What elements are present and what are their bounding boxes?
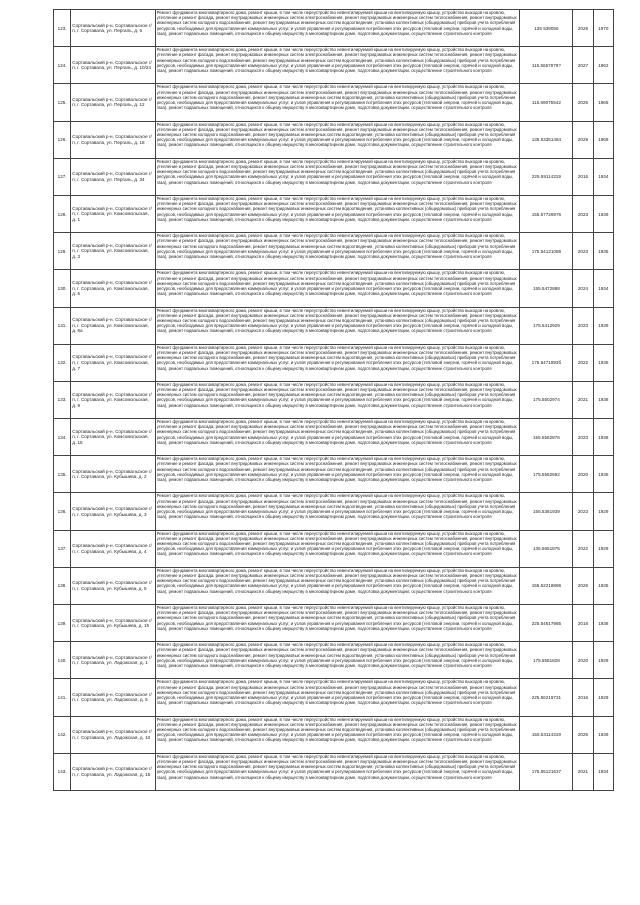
row-number-cell: 142. [54,716,71,753]
planned-year-cell: 2016 [573,158,593,195]
construction-year-cell: 1939 [593,307,613,344]
address-cell: Сортавальский р-н, Сортавальское г/п, г. Сортавала, ул. Комсомольская, д. 5 [71,270,155,307]
row-number-cell: 135. [54,456,71,493]
works-description-text: Ремонт фундамента многоквартирного дома, ремонт крыши, в том числе переустройство невентилируемой крыши на вентилируемую крышу, устройство выходов на кровлю, утепление и ремонт фасада, ремонт внутридомовых инженерных систем электроснабжения, ремонт внутридомовых инженерных систем теплоснабжения, ремонт внутридомовых инженерных систем холодного водоснабжения, ремонт внутридомовых инженерных систем водоотведения, установка коллективных (общедомовых) приборов учета потребления ресурсов, необходимых для предоставления коммунальных услуг, и узлов управления и регулирования потребления этих ресурсов (тепловой энергии, горячей и холодной воды, газа), ремонт подвальных помещений, относящихся к общему имуществу в многоквартирном доме, подготовка документации, осуществление строительного контроля [156,605,517,631]
row-number-cell: 124. [54,47,71,84]
table-row [54,530,614,567]
address-cell: Сортавальский р-н, Сортавальское г/п, г. Сортавала, ул. Пергаль, д. 10/24 [71,47,155,84]
works-description-text: Ремонт фундамента многоквартирного дома, ремонт крыши, в том числе переустройство невентилируемой крыши на вентилируемую крышу, устройство выходов на кровлю, утепление и ремонт фасада, ремонт внутридомовых инженерных систем электроснабжения, ремонт внутридомовых инженерных систем теплоснабжения, ремонт внутридомовых инженерных систем холодного водоснабжения, ремонт внутридомовых инженерных систем водоотведения, установка коллективных (общедомовых) приборов учета потребления ресурсов, необходимых для предоставления коммунальных услуг, и узлов управления и регулирования потребления этих ресурсов (тепловой энергии, горячей и холодной воды, газа), ремонт подвальных помещений, относящихся к общему имуществу в многоквартирном доме, подготовка документации, осуществление строительного контроля [156,493,517,520]
construction-year-cell: 1935 [593,344,613,381]
row-number-cell: 133. [54,381,71,418]
works-description-text: Ремонт фундамента многоквартирного дома, ремонт крыши, в том числе переустройство невентилируемой крыши на вентилируемую крышу, устройство выходов на кровлю, утепление и ремонт фасада, ремонт внутридомовых инженерных систем электроснабжения, ремонт внутридомовых инженерных систем теплоснабжения, ремонт внутридомовых инженерных систем холодного водоснабжения, ремонт внутридомовых инженерных систем водоотведения, установка коллективных (общедомовых) приборов учета потребления ресурсов, необходимых для предоставления коммунальных услуг, и узлов управления и регулирования потребления этих ресурсов (тепловой энергии, горячей и холодной воды, газа), ремонт подвальных помещений, относящихся к общему имуществу в многоквартирном доме, подготовка документации, осуществление строительного контроля [156,679,517,706]
row-number-cell: 138. [54,567,71,604]
works-description-text: Ремонт фундамента многоквартирного дома, ремонт крыши, в том числе переустройство невентилируемой крыши на вентилируемую крышу, устройство выходов на кровлю, утепление и ремонт фасада, ремонт внутридомовых инженерных систем электроснабжения, ремонт внутридомовых инженерных систем теплоснабжения, ремонт внутридомовых инженерных систем холодного водоснабжения, ремонт внутридомовых инженерных систем водоотведения, установка коллективных (общедомовых) приборов учета потребления ресурсов, необходимых для предоставления коммунальных услуг, и узлов управления и регулирования потребления этих ресурсов (тепловой энергии, горячей и холодной воды, газа), ремонт подвальных помещений, относящихся к общему имуществу в многоквартирном доме, подготовка документации, осуществление строительного контроля [156,121,517,148]
works-description-cell [155,530,520,567]
planned-year-cell: 2021 [573,381,593,418]
address-cell: Сортавальский р-н, Сортавальское г/п, г. Сортавала, ул. Ладожская, д. 15 [71,753,155,790]
works-description-text: Ремонт фундамента многоквартирного дома, ремонт крыши, в том числе переустройство невентилируемой крыши на вентилируемую крышу, устройство выходов на кровлю, утепление и ремонт фасада, ремонт внутридомовых инженерных систем электроснабжения, ремонт внутридомовых инженерных систем теплоснабжения, ремонт внутридомовых инженерных систем холодного водоснабжения, ремонт внутридомовых инженерных систем водоотведения, установка коллективных (общедомовых) приборов учета потребления ресурсов, необходимых для предоставления коммунальных услуг, и узлов управления и регулирования потребления этих ресурсов (тепловой энергии, горячей и холодной воды, газа), ремонт подвальных помещений, относящихся к общему имуществу в многоквартирном доме, подготовка документации, осуществление строительного контроля [156,307,517,334]
planned-year-cell: 2021 [573,753,593,790]
works-description-cell [155,84,520,121]
address-cell: Сортавальский р-н, Сортавальское г/п, г. Сортавала, ул. Комсомольская, д. 7 [71,344,155,381]
table-row [54,605,614,642]
works-description-text: Ремонт фундамента многоквартирного дома, ремонт крыши, в том числе переустройство невентилируемой крыши на вентилируемую крышу, устройство выходов на кровлю, утепление и ремонт фасада, ремонт внутридомовых инженерных систем электроснабжения, ремонт внутридомовых инженерных систем теплоснабжения, ремонт внутридомовых инженерных систем холодного водоснабжения, ремонт внутридомовых инженерных систем водоотведения, установка коллективных (общедомовых) приборов учета потребления ресурсов, необходимых для предоставления коммунальных услуг, и узлов управления и регулирования потребления этих ресурсов (тепловой энергии, горячей и холодной воды, газа), ремонт подвальных помещений, относящихся к общему имуществу в многоквартирном доме, подготовка документации, осуществление строительного контроля [156,344,517,371]
table-row [54,642,614,679]
works-description-cell [155,493,520,530]
cost-cell: 115.5657879? [520,47,573,84]
address-cell: Сортавальский р-н, Сортавальское г/п, г. Сортавала, ул. Ладожская, д. 1 [71,642,155,679]
address-cell: Сортавальский р-н, Сортавальское г/п, г. Сортавала, ул. Пергаль, д. 12 [71,84,155,121]
table-row [54,456,614,493]
construction-year-cell: 1929 [593,679,613,716]
address-cell: Сортавальский р-н, Сортавальское г/п, г. Сортавала, ул. Комсомольская, д. 3 [71,233,155,270]
works-description-text: Ремонт фундамента многоквартирного дома, ремонт крыши, в том числе переустройство невентилируемой крыши на вентилируемую крышу, устройство выходов на кровлю, утепление и ремонт фасада, ремонт внутридомовых инженерных систем электроснабжения, ремонт внутридомовых инженерных систем теплоснабжения, ремонт внутридомовых инженерных систем холодного водоснабжения, ремонт внутридомовых инженерных систем водоотведения, установка коллективных (общедомовых) приборов учета потребления ресурсов, необходимых для предоставления коммунальных услуг, и узлов управления и регулирования потребления этих ресурсов (тепловой энергии, горячей и холодной воды, газа), ремонт подвальных помещений, относящихся к общему имуществу в многоквартирном доме, подготовка документации, осуществление строительного контроля [156,233,517,259]
construction-year-cell: 1935 [593,567,613,604]
row-number-cell: 127. [54,158,71,195]
works-description-text: Ремонт фундамента многоквартирного дома, ремонт крыши, в том числе переустройство невентилируемой крыши на вентилируемую крышу, устройство выходов на кровлю, утепление и ремонт фасада, ремонт внутридомовых инженерных систем электроснабжения, ремонт внутридомовых инженерных систем теплоснабжения, ремонт внутридомовых инженерных систем холодного водоснабжения, ремонт внутридомовых инженерных систем водоотведения, установка коллективных (общедомовых) приборов учета потребления ресурсов, необходимых для предоставления коммунальных услуг, и узлов управления и регулирования потребления этих ресурсов (тепловой энергии, горячей и холодной воды, газа), ремонт подвальных помещений, относящихся к общему имуществу в многоквартирном доме, подготовка документации, осуществление строительного контроля [156,642,517,668]
construction-year-cell: 1935 [593,456,613,493]
construction-year-cell: 1938 [593,381,613,418]
table-row [54,344,614,381]
address-cell: Сортавальский р-н, Сортавальское г/п, г. Сортавала, ул. Кубышева, д. 4 [71,530,155,567]
table-row [54,270,614,307]
construction-year-cell: 1965 [593,84,613,121]
planned-year-cell: 2026 [573,716,593,753]
address-cell: Сортавальский р-н, Сортавальское г/п, г. Сортавала, ул. Кубышева, д. 5 [71,567,155,604]
repair-program-table [53,9,614,791]
works-description-cell [155,642,520,679]
works-description-text: Ремонт фундамента многоквартирного дома, ремонт крыши, в том числе переустройство невентилируемой крыши на вентилируемую крышу, устройство выходов на кровлю, утепление и ремонт фасада, ремонт внутридомовых инженерных систем электроснабжения, ремонт внутридомовых инженерных систем теплоснабжения, ремонт внутридомовых инженерных систем холодного водоснабжения, ремонт внутридомовых инженерных систем водоотведения, установка коллективных (общедомовых) приборов учета потребления ресурсов, необходимых для предоставления коммунальных услуг, и узлов управления и регулирования потребления этих ресурсов (тепловой энергии, горячей и холодной воды, газа), ремонт подвальных помещений, относящихся к общему имуществу в многоквартирном доме, подготовка документации, осуществление строительного контроля [156,716,517,743]
works-description-cell [155,419,520,456]
table-row [54,195,614,232]
construction-year-cell: 1939 [593,195,613,232]
works-description-cell [155,344,520,381]
planned-year-cell: 2023 [573,233,593,270]
construction-year-cell: 1938 [593,605,613,642]
works-description-cell [155,716,520,753]
planned-year-cell: 2023 [573,493,593,530]
works-description-cell [155,567,520,604]
construction-year-cell: 1938 [593,419,613,456]
cost-cell: 175.5471893б [520,344,573,381]
cost-cell: 135.53351484 [520,121,573,158]
works-description-cell [155,158,520,195]
planned-year-cell: 2022 [573,530,593,567]
works-description-text: Ремонт фундамента многоквартирного дома, ремонт крыши, в том числе переустройство невентилируемой крыши на вентилируемую крышу, устройство выходов на кровлю, утепление и ремонт фасада, ремонт внутридомовых инженерных систем электроснабжения, ремонт внутридомовых инженерных систем теплоснабжения, ремонт внутридомовых инженерных систем холодного водоснабжения, ремонт внутридомовых инженерных систем водоотведения, установка коллективных (общедомовых) приборов учета потребления ресурсов, необходимых для предоставления коммунальных услуг, и узлов управления и регулирования потребления этих ресурсов (тепловой энергии, горячей и холодной воды, газа), ремонт подвальных помещений, относящихся к общему имуществу в многоквартирном доме, подготовка документации, осуществление строительного контроля [156,753,517,780]
cost-cell: 155.5361939 [520,493,573,530]
works-description-text: Ремонт фундамента многоквартирного дома, ремонт крыши, в том числе переустройство невентилируемой крыши на вентилируемую крышу, устройство выходов на кровлю, утепление и ремонт фасада, ремонт внутридомовых инженерных систем электроснабжения, ремонт внутридомовых инженерных систем теплоснабжения, ремонт внутридомовых инженерных систем холодного водоснабжения, ремонт внутридомовых инженерных систем водоотведения, установка коллективных (общедомовых) приборов учета потребления ресурсов, необходимых для предоставления коммунальных услуг, и узлов управления и регулирования потребления этих ресурсов (тепловой энергии, горячей и холодной воды, газа), ремонт подвальных помещений, относящихся к общему имуществу в многоквартирном доме, подготовка документации, осуществление строительного контроля [156,10,517,36]
construction-year-cell: 1929 [593,530,613,567]
construction-year-cell: 1934 [593,270,613,307]
construction-year-cell: 1929 [593,493,613,530]
planned-year-cell: 2029 [573,121,593,158]
table-row [54,121,614,158]
works-description-cell [155,456,520,493]
planned-year-cell: 2022 [573,344,593,381]
row-number-cell: 143. [54,753,71,790]
row-number-cell: 132. [54,344,71,381]
row-number-cell: 131. [54,307,71,344]
cost-cell: 175.5581828 [520,642,573,679]
cost-cell: 155.53114319 [520,716,573,753]
works-description-text: Ремонт фундамента многоквартирного дома, ремонт крыши, в том числе переустройство невентилируемой крыши на вентилируемую крышу, устройство выходов на кровлю, утепление и ремонт фасада, ремонт внутридомовых инженерных систем электроснабжения, ремонт внутридомовых инженерных систем теплоснабжения, ремонт внутридомовых инженерных систем холодного водоснабжения, ремонт внутридомовых инженерных систем водоотведения, установка коллективных (общедомовых) приборов учета потребления ресурсов, необходимых для предоставления коммунальных услуг, и узлов управления и регулирования потребления этих ресурсов (тепловой энергии, горячей и холодной воды, газа), ремонт подвальных помещений, относящихся к общему имуществу в многоквартирном доме, подготовка документации, осуществление строительного контроля [156,270,517,297]
works-description-cell [155,121,520,158]
address-cell: Сортавальский р-н, Сортавальское г/п, г. Сортавала, ул. Пергаль, д. 18 [71,121,155,158]
row-number-cell: 134. [54,419,71,456]
table-row [54,84,614,121]
address-cell: Сортавальский р-н, Сортавальское г/п, г. Сортавала, ул. Кубышева, д. 3 [71,493,155,530]
construction-year-cell: 1929 [593,642,613,679]
table-row [54,307,614,344]
address-cell: Сортавальский р-н, Сортавальское г/п, г. Сортавала, ул. Пергаль, д. 6 [71,10,155,47]
table-row [54,419,614,456]
cost-cell: 155.52218896 [520,567,573,604]
table-body [54,10,614,791]
works-description-text: Ремонт фундамента многоквартирного дома, ремонт крыши, в том числе переустройство невентилируемой крыши на вентилируемую крышу, устройство выходов на кровлю, утепление и ремонт фасада, ремонт внутридомовых инженерных систем электроснабжения, ремонт внутридомовых инженерных систем теплоснабжения, ремонт внутридомовых инженерных систем холодного водоснабжения, ремонт внутридомовых инженерных систем водоотведения, установка коллективных (общедомовых) приборов учета потребления ресурсов, необходимых для предоставления коммунальных услуг, и узлов управления и регулирования потребления этих ресурсов (тепловой энергии, горячей и холодной воды, газа), ремонт подвальных помещений, относящихся к общему имуществу в многоквартирном доме, подготовка документации, осуществление строительного контроля [156,195,517,222]
works-description-cell [155,47,520,84]
cost-cell: 135 539055 [520,10,573,47]
cost-cell: 225.56219731 [520,679,573,716]
works-description-cell [155,307,520,344]
address-cell: Сортавальский р-н, Сортавальское г/п, г. Сортавала, ул. Комсомольская, д. 9 [71,381,155,418]
document-page [53,9,614,791]
planned-year-cell: 2016 [573,679,593,716]
table-row [54,679,614,716]
address-cell: Сортавальский р-н, Сортавальское г/п, г. Сортавала, ул. Пергаль, д. 34 [71,158,155,195]
row-number-cell: 140. [54,642,71,679]
construction-year-cell: 1934 [593,158,613,195]
works-description-text: Ремонт фундамента многоквартирного дома, ремонт крыши, в том числе переустройство невентилируемой крыши на вентилируемую крышу, устройство выходов на кровлю, утепление и ремонт фасада, ремонт внутридомовых инженерных систем электроснабжения, ремонт внутридомовых инженерных систем теплоснабжения, ремонт внутридомовых инженерных систем холодного водоснабжения, ремонт внутридомовых инженерных систем водоотведения, установка коллективных (общедомовых) приборов учета потребления ресурсов, необходимых для предоставления коммунальных услуг, и узлов управления и регулирования потребления этих ресурсов (тепловой энергии, горячей и холодной воды, газа), ремонт подвальных помещений, относящихся к общему имуществу в многоквартирном доме, подготовка документации, осуществление строительного контроля [156,381,517,408]
address-cell: Сортавальский р-н, Сортавальское г/п, г. Сортавала, ул. Ладожская, д. 10 [71,716,155,753]
planned-year-cell: 2020 [573,456,593,493]
cost-cell: 155.5582876 [520,419,573,456]
works-description-cell [155,381,520,418]
planned-year-cell: 2023 [573,307,593,344]
works-description-text: Ремонт фундамента многоквартирного дома, ремонт крыши, в том числе переустройство невентилируемой крыши на вентилируемую крышу, устройство выходов на кровлю, утепление и ремонт фасада, ремонт внутридомовых инженерных систем электроснабжения, ремонт внутридомовых инженерных систем теплоснабжения, ремонт внутридомовых инженерных систем холодного водоснабжения, ремонт внутридомовых инженерных систем водоотведения, установка коллективных (общедомовых) приборов учета потребления ресурсов, необходимых для предоставления коммунальных услуг, и узлов управления и регулирования потребления этих ресурсов (тепловой энергии, горячей и холодной воды, газа), ремонт подвальных помещений, относящихся к общему имуществу в многоквартирном доме, подготовка документации, осуществление строительного контроля [156,530,517,557]
row-number-cell: 126. [54,121,71,158]
works-description-cell [155,195,520,232]
planned-year-cell: 2026 [573,567,593,604]
row-number-cell: 125. [54,84,71,121]
cost-cell: 175.54121088 [520,233,573,270]
row-number-cell: 136. [54,493,71,530]
row-number-cell: 130. [54,270,71,307]
works-description-text: Ремонт фундамента многоквартирного дома, ремонт крыши, в том числе переустройство невентилируемой крыши на вентилируемую крышу, устройство выходов на кровлю, утепление и ремонт фасада, ремонт внутридомовых инженерных систем электроснабжения, ремонт внутридомовых инженерных систем теплоснабжения, ремонт внутридомовых инженерных систем холодного водоснабжения, ремонт внутридомовых инженерных систем водоотведения, установка коллективных (общедомовых) приборов учета потребления ресурсов, необходимых для предоставления коммунальных услуг, и узлов управления и регулирования потребления этих ресурсов (тепловой энергии, горячей и холодной воды, газа), ремонт подвальных помещений, относящихся к общему имуществу в многоквартирном доме, подготовка документации, осуществление строительного контроля [156,456,517,483]
construction-year-cell: 1939 [593,716,613,753]
works-description-text: Ремонт фундамента многоквартирного дома, ремонт крыши, в том числе переустройство невентилируемой крыши на вентилируемую крышу, устройство выходов на кровлю, утепление и ремонт фасада, ремонт внутридомовых инженерных систем электроснабжения, ремонт внутридомовых инженерных систем теплоснабжения, ремонт внутридомовых инженерных систем холодного водоснабжения, ремонт внутридомовых инженерных систем водоотведения, установка коллективных (общедомовых) приборов учета потребления ресурсов, необходимых для предоставления коммунальных услуг, и узлов управления и регулирования потребления этих ресурсов (тепловой энергии, горячей и холодной воды, газа), ремонт подвальных помещений, относящихся к общему имуществу в многоквартирном доме, подготовка документации, осуществление строительного контроля [156,84,517,111]
table-row [54,567,614,604]
table-row [54,10,614,47]
planned-year-cell: 2020 [573,642,593,679]
row-number-cell: 129. [54,233,71,270]
table-row [54,753,614,790]
planned-year-cell: 2023 [573,419,593,456]
construction-year-cell: 1934 [593,753,613,790]
cost-cell: 175.55121637 [520,753,573,790]
cost-cell: 175.5412929 [520,307,573,344]
planned-year-cell: 2024 [573,270,593,307]
cost-cell: 155.5472888 [520,270,573,307]
cost-cell: 175.5582692 [520,456,573,493]
works-description-text: Ремонт фундамента многоквартирного дома, ремонт крыши, в том числе переустройство невентилируемой крыши на вентилируемую крышу, устройство выходов на кровлю, утепление и ремонт фасада, ремонт внутридомовых инженерных систем электроснабжения, ремонт внутридомовых инженерных систем теплоснабжения, ремонт внутридомовых инженерных систем холодного водоснабжения, ремонт внутридомовых инженерных систем водоотведения, установка коллективных (общедомовых) приборов учета потребления ресурсов, необходимых для предоставления коммунальных услуг, и узлов управления и регулирования потребления этих ресурсов (тепловой энергии, горячей и холодной воды, газа), ремонт подвальных помещений, относящихся к общему имуществу в многоквартирном доме, подготовка документации, осуществление строительного контроля [156,419,517,445]
row-number-cell: 137. [54,530,71,567]
address-cell: Сортавальский р-н, Сортавальское г/п, г. Сортавала, ул. Комсомольская, д. 6а [71,307,155,344]
cost-cell: 155.57726976 [520,195,573,232]
row-number-cell: 141. [54,679,71,716]
construction-year-cell: 1935 [593,233,613,270]
row-number-cell: 128. [54,195,71,232]
works-description-cell [155,679,520,716]
row-number-cell: 123. [54,10,71,47]
works-description-text: Ремонт фундамента многоквартирного дома, ремонт крыши, в том числе переустройство невентилируемой крыши на вентилируемую крышу, устройство выходов на кровлю, утепление и ремонт фасада, ремонт внутридомовых инженерных систем электроснабжения, ремонт внутридомовых инженерных систем теплоснабжения, ремонт внутридомовых инженерных систем холодного водоснабжения, ремонт внутридомовых инженерных систем водоотведения, установка коллективных (общедомовых) приборов учета потребления ресурсов, необходимых для предоставления коммунальных услуг, и узлов управления и регулирования потребления этих ресурсов (тепловой энергии, горячей и холодной воды, газа), ремонт подвальных помещений, относящихся к общему имуществу в многоквартирном доме, подготовка документации, осуществление строительного контроля [156,47,517,73]
cost-cell: 115.59075542 [520,84,573,121]
planned-year-cell: 2027 [573,47,593,84]
planned-year-cell: 2023 [573,195,593,232]
row-number-cell: 139. [54,605,71,642]
works-description-cell [155,10,520,47]
works-description-text: Ремонт фундамента многоквартирного дома, ремонт крыши, в том числе переустройство невентилируемой крыши на вентилируемую крышу, устройство выходов на кровлю, утепление и ремонт фасада, ремонт внутридомовых инженерных систем электроснабжения, ремонт внутридомовых инженерных систем теплоснабжения, ремонт внутридомовых инженерных систем холодного водоснабжения, ремонт внутридомовых инженерных систем водоотведения, установка коллективных (общедомовых) приборов учета потребления ресурсов, необходимых для предоставления коммунальных услуг, и узлов управления и регулирования потребления этих ресурсов (тепловой энергии, горячей и холодной воды, газа), ремонт подвальных помещений, относящихся к общему имуществу в многоквартирном доме, подготовка документации, осуществление строительного контроля [156,158,517,185]
table-row [54,233,614,270]
works-description-cell [155,753,520,790]
works-description-text: Ремонт фундамента многоквартирного дома, ремонт крыши, в том числе переустройство невентилируемой крыши на вентилируемую крышу, устройство выходов на кровлю, утепление и ремонт фасада, ремонт внутридомовых инженерных систем электроснабжения, ремонт внутридомовых инженерных систем теплоснабжения, ремонт внутридомовых инженерных систем холодного водоснабжения, ремонт внутридомовых инженерных систем водоотведения, установка коллективных (общедомовых) приборов учета потребления ресурсов, необходимых для предоставления коммунальных услуг, и узлов управления и регулирования потребления этих ресурсов (тепловой энергии, горячей и холодной воды, газа), ремонт подвальных помещений, относящихся к общему имуществу в многоквартирном доме, подготовка документации, осуществление строительного контроля [156,567,517,594]
works-description-cell [155,270,520,307]
planned-year-cell: 2026 [573,10,593,47]
table-row [54,158,614,195]
cost-cell: 225.54617985 [520,605,573,642]
address-cell: Сортавальский р-н, Сортавальское г/п, г. Сортавала, ул. Комсомольская, д. 1 [71,195,155,232]
planned-year-cell: 2026 [573,84,593,121]
cost-cell: 135.5651875 [520,530,573,567]
construction-year-cell: 1969 [593,121,613,158]
table-row [54,47,614,84]
works-description-cell [155,233,520,270]
table-row [54,716,614,753]
address-cell: Сортавальский р-н, Сортавальское г/п, г. Сортавала, ул. Кубышева, д. 15 [71,605,155,642]
address-cell: Сортавальский р-н, Сортавальское г/п, г. Сортавала, ул. Ладожская, д. 5 [71,679,155,716]
cost-cell: 225.59114319 [520,158,573,195]
address-cell: Сортавальский р-н, Сортавальское г/п, г. Сортавала, ул. Комсомольская, д. 15 [71,419,155,456]
planned-year-cell: 2018 [573,605,593,642]
works-description-cell [155,605,520,642]
construction-year-cell: 1970 [593,10,613,47]
table-row [54,493,614,530]
table-row [54,381,614,418]
address-cell: Сортавальский р-н, Сортавальское г/п, г. Сортавала, ул. Кубышева, д. 2 [71,456,155,493]
construction-year-cell: 1962 [593,47,613,84]
cost-cell: 175.5502974 [520,381,573,418]
